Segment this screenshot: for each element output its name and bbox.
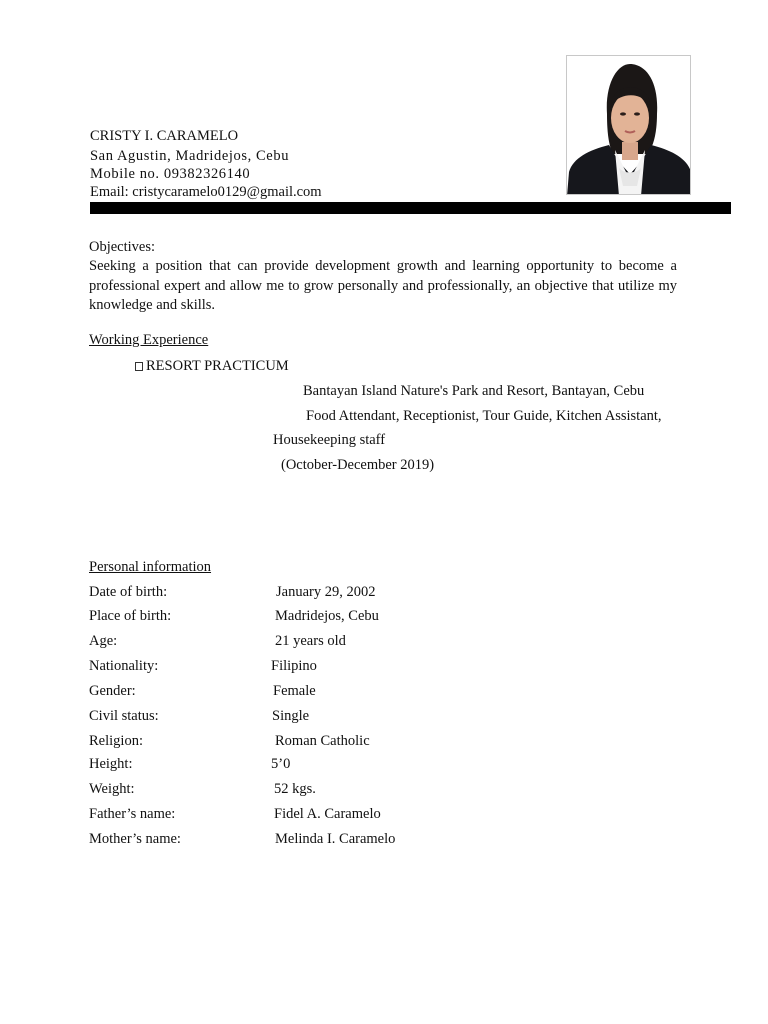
personal-label-gender: Gender: xyxy=(89,683,136,699)
bullet-box-icon xyxy=(135,362,143,371)
personal-value-height: 5’0 xyxy=(271,756,291,772)
experience-title-text: RESORT PRACTICUM xyxy=(146,358,289,374)
profile-photo xyxy=(566,55,691,195)
personal-value-place-of-birth: Madridejos, Cebu xyxy=(275,608,379,624)
header-divider xyxy=(90,202,731,214)
personal-label-religion: Religion: xyxy=(89,733,143,749)
mobile-line: Mobile no. 09382326140 xyxy=(90,166,251,182)
personal-label-place-of-birth: Place of birth: xyxy=(89,608,172,624)
personal-label-date-of-birth: Date of birth: xyxy=(89,584,168,600)
address-line: San Agustin, Madridejos, Cebu xyxy=(90,148,290,164)
personal-value-age: 21 years old xyxy=(275,633,346,649)
applicant-name: CRISTY I. CARAMELO xyxy=(90,128,239,144)
experience-place: Bantayan Island Nature's Park and Resort, Bantayan, Cebu xyxy=(303,383,645,399)
experience-period: (October-December 2019) xyxy=(281,457,435,473)
personal-value-civil-status: Single xyxy=(272,708,310,724)
experience-roles-line1: Food Attendant, Receptionist, Tour Guide, Kitchen Assistant, xyxy=(306,408,662,424)
personal-value-date-of-birth: January 29, 2002 xyxy=(276,584,376,600)
personal-value-fathers-name: Fidel A. Caramelo xyxy=(274,806,381,822)
experience-entry-title xyxy=(135,357,289,375)
personal-label-height: Height: xyxy=(89,756,133,772)
personal-label-nationality: Nationality: xyxy=(89,658,159,674)
personal-value-gender: Female xyxy=(273,683,316,699)
personal-label-civil-status: Civil status: xyxy=(89,708,159,724)
personal-information-heading: Personal information xyxy=(89,559,212,575)
experience-roles-line2: Housekeeping staff xyxy=(273,432,386,448)
email-line: Email: cristycaramelo0129@gmail.com xyxy=(90,184,322,200)
personal-label-fathers-name: Father’s name: xyxy=(89,806,176,822)
personal-label-mothers-name: Mother’s name: xyxy=(89,831,181,847)
personal-label-weight: Weight: xyxy=(89,781,135,797)
objectives-heading: Objectives: xyxy=(89,239,156,255)
personal-value-mothers-name: Melinda I. Caramelo xyxy=(275,831,396,847)
personal-value-weight: 52 kgs. xyxy=(274,781,316,797)
personal-value-nationality: Filipino xyxy=(271,658,317,674)
personal-label-age: Age: xyxy=(89,633,118,649)
personal-value-religion: Roman Catholic xyxy=(275,733,370,749)
objectives-text: Seeking a position that can provide development growth and learning opportunity to become a professional expert and allow me to grow personally and professionally, an objective that utilize my knowledge and skills. xyxy=(89,258,677,313)
working-experience-heading: Working Experience xyxy=(89,332,209,348)
